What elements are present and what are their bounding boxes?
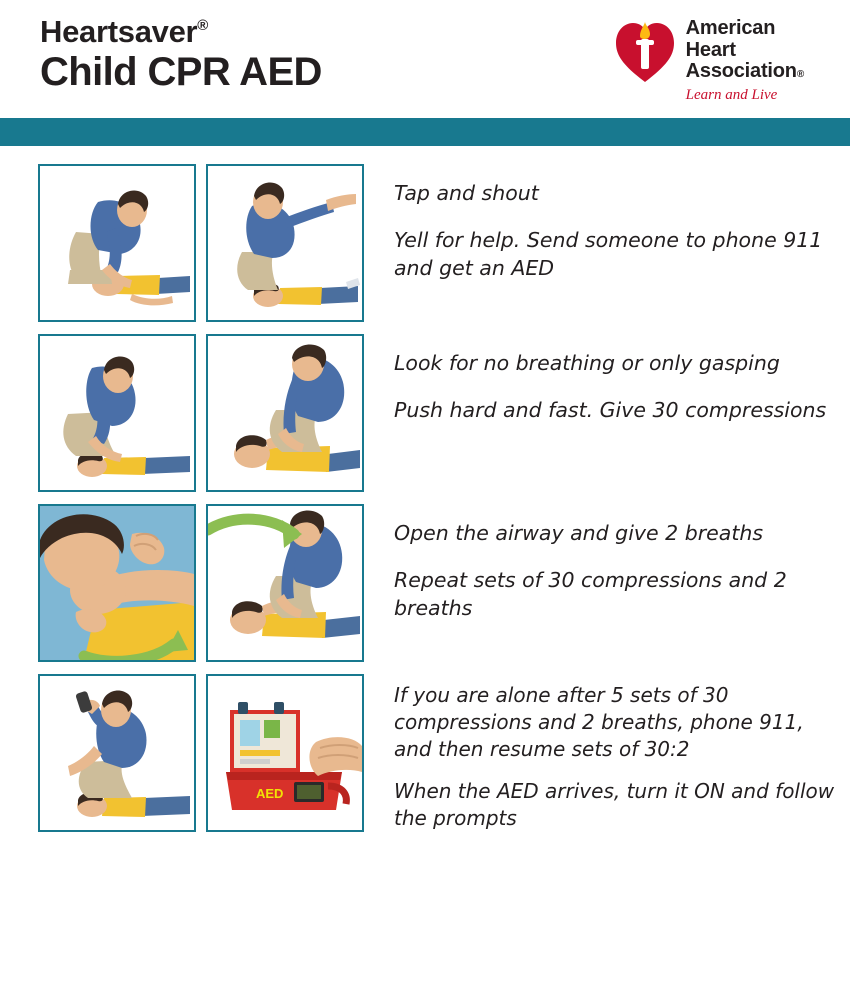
page-title-brand: Heartsaver (40, 14, 198, 49)
step-2-text (374, 334, 826, 425)
step-row-1 (0, 164, 850, 322)
step-4-line-2: When the AED arrives, turn it ON and follow the prompts (394, 779, 835, 831)
step-1-line-1: Tap and shout (394, 181, 539, 205)
rescuer-checking-breathing-illustration (38, 334, 196, 492)
aha-logo (614, 10, 826, 103)
step-2-line-2: Push hard and fast. Give 30 compressions (394, 398, 827, 423)
step-1-line-2: Yell for help. Send someone to phone 911 and get an AED (394, 228, 823, 280)
step-3-line-2: Repeat sets of 30 compressions and 2 breaths (394, 568, 787, 620)
page-title-line-2: Child CPR AED (40, 49, 322, 94)
step-2-line-1: Look for no breathing or only gasping (394, 351, 780, 375)
aha-line-1: American (685, 17, 776, 39)
title-block (40, 10, 322, 94)
step-4-text (374, 674, 844, 848)
aha-registered-mark: ® (796, 69, 804, 81)
aha-line-3-text: Association (685, 60, 797, 83)
step-4-line-1: If you are alone after 5 sets of 30 compressions and 2 breaths, phone 911, and then resume sets of 30:2 (394, 683, 804, 761)
step-3-text (374, 504, 844, 622)
aed-device-illustration (206, 674, 364, 832)
rescuer-tapping-child-illustration (38, 164, 196, 322)
rescuer-phoning-911-illustration (38, 674, 196, 832)
rescue-breaths-closeup-illustration (38, 504, 196, 662)
page-header (0, 0, 850, 118)
step-3-line-1: Open the airway and give 2 breaths (394, 521, 764, 545)
compressions-repeat-arrows-illustration (206, 504, 364, 662)
svg-text:AED: AED (256, 786, 284, 801)
step-row-4 (0, 674, 850, 848)
registered-mark: ® (197, 17, 209, 34)
rescuer-chest-compressions-illustration (206, 334, 364, 492)
page-title-line-1 (40, 16, 322, 49)
step-row-3 (0, 504, 850, 662)
aha-tagline: Learn and Live (685, 86, 778, 103)
aha-line-2: Heart (685, 38, 736, 61)
rescuer-pointing-shouting-illustration (206, 164, 364, 322)
teal-divider-bar (0, 118, 850, 146)
steps-container (0, 146, 850, 848)
aha-line-3 (686, 61, 804, 83)
step-row-2 (0, 334, 850, 492)
step-1-text (374, 164, 844, 282)
heart-torch-icon (614, 18, 676, 84)
aha-logo-text (686, 18, 804, 103)
